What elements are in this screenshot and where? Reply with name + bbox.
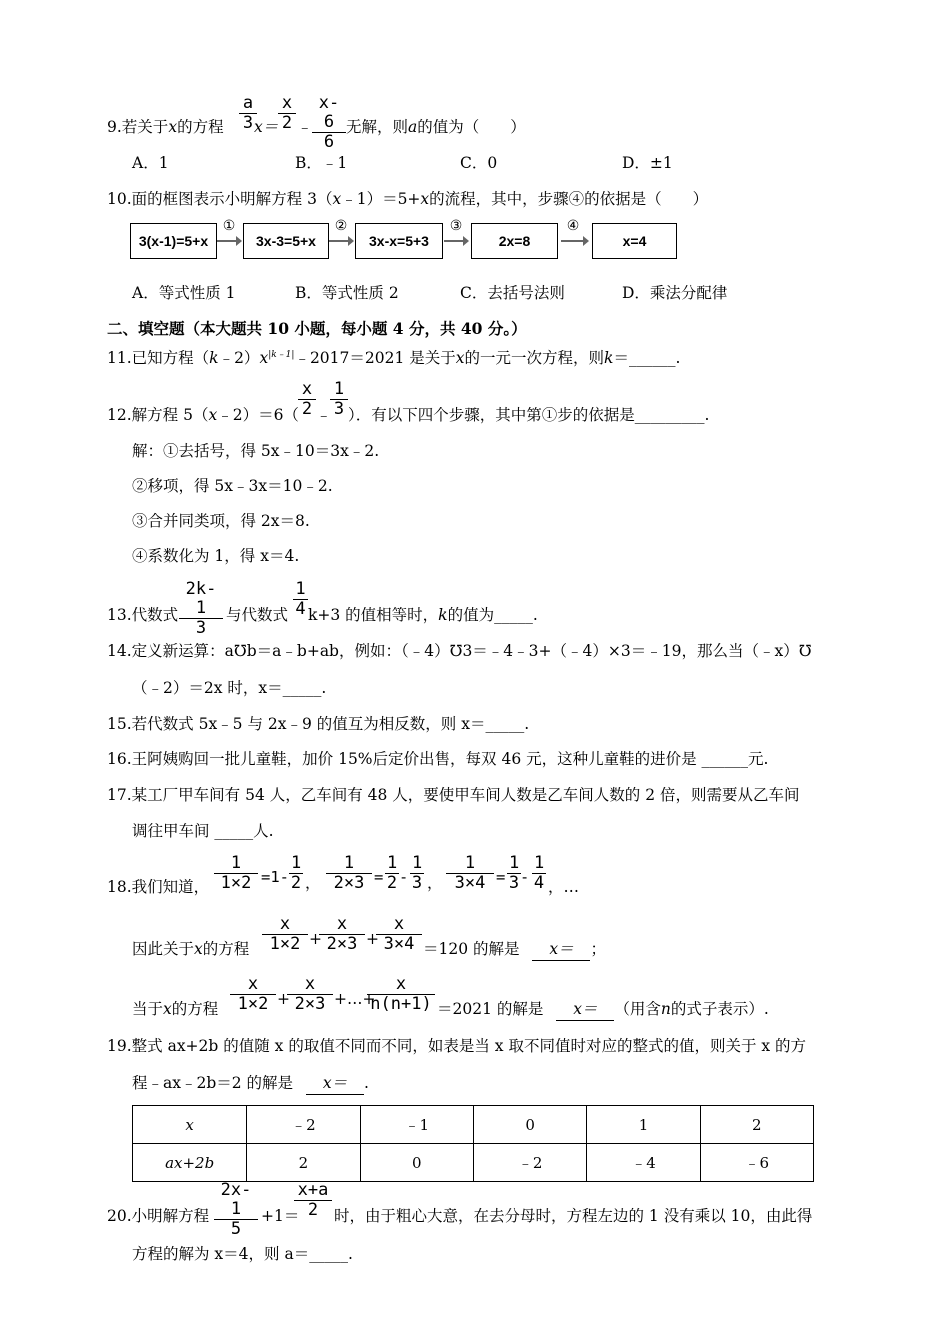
- q12-step-1: 解：①去括号，得 5x﹣10＝3x﹣2.: [132, 442, 380, 460]
- q18-sum2-term1: $\frac{x}{1\times 2}$: [230, 975, 276, 1014]
- q13-frac-2k1-over-3: $\frac{2k-1}{3}$: [179, 580, 223, 638]
- q17-line-2: 调往甲车间 _____人.: [132, 822, 274, 840]
- arrow-right-icon: [216, 234, 243, 248]
- q18-sum2-plus1: +: [277, 990, 290, 1008]
- arrow-right-icon: [443, 234, 470, 248]
- q18-sum1-plus1: +: [309, 930, 322, 948]
- q12-frac-1-over-3: $\frac{1}{3}$: [330, 380, 348, 419]
- q20-stem-c: 时，由于粗心大意，在去分母时，方程左边的 1 没有乘以 10，由此得: [334, 1207, 813, 1225]
- q9-option-c[interactable]: C．0: [460, 154, 498, 172]
- q14-line-1: 14.定义新运算：a℧b＝a﹣b+ab，例如：（﹣4）℧3＝﹣4﹣3+（﹣4）×3＝﹣19，那么当（﹣x）℧: [107, 642, 812, 660]
- table-cell: ﹣2: [473, 1144, 586, 1182]
- q13-stem-a: 13.代数式: [107, 606, 179, 624]
- q18-ex3-lhs: $\frac{1}{3\times 4}$: [446, 854, 494, 893]
- q10-stem: 10.面的框图表示小明解方程 3（x﹣1）＝5+x的流程，其中，步骤④的依据是（ ）: [107, 190, 709, 208]
- q9-stem-end: 无解，则a的值为（ ）: [346, 118, 526, 136]
- q19-answer[interactable]: x＝: [306, 1072, 364, 1095]
- q18-ex2-lhs: $\frac{1}{2\times 3}$: [326, 854, 372, 893]
- q18-line-3-a: 当于x的方程: [132, 1000, 219, 1018]
- q15: 15.若代数式 5x﹣5 与 2x﹣9 的值互为相反数，则 x＝_____.: [107, 715, 530, 733]
- q18-ellipsis: ，…: [548, 878, 580, 896]
- q18-ex2-minus: -: [401, 868, 407, 886]
- q9-frac-x-over-2: $\frac{x}{2}$: [278, 94, 296, 133]
- q18-ex1-rhs: $\frac{1}{2}$: [290, 853, 302, 893]
- q12-minus: ﹣: [316, 406, 332, 424]
- q20-line-2: 方程的解为 x＝4，则 a＝_____.: [132, 1245, 353, 1263]
- flow-box-1: 3(x-1)=5+x: [130, 223, 217, 259]
- arrow-right-icon: [560, 234, 590, 248]
- q18-line-2-c: ＝120 的解是 x＝ ；: [423, 938, 606, 961]
- table-row: [133, 1106, 814, 1144]
- q18-ex1-eq: =1-: [261, 868, 289, 886]
- table-cell: ﹣2: [247, 1106, 360, 1144]
- q20-stem-a: 20.小明解方程: [107, 1207, 210, 1225]
- table-cell: ﹣6: [700, 1144, 813, 1182]
- q18-ex3-minus: -: [522, 868, 528, 886]
- table-cell: x: [133, 1106, 247, 1144]
- q12-frac-x-over-2: $\frac{x}{2}$: [298, 380, 316, 419]
- q14-line-2: （﹣2）＝2x 时，x＝_____.: [132, 679, 327, 697]
- table-cell: 0: [360, 1144, 473, 1182]
- q18-sum2-term-n: $\frac{x}{n(n+1)}$: [367, 975, 435, 1014]
- q11: 11.已知方程$(k﹣2)x^{|k﹣1|}﹣2017=2021$ 是关于x的一元一次方程，则k＝______.: [107, 349, 681, 368]
- q9-option-a[interactable]: A．1: [132, 154, 169, 172]
- flow-arrow-2: ②: [328, 218, 355, 252]
- q10-option-b[interactable]: B．等式性质 2: [295, 284, 399, 302]
- q9-frac-x6-over-6: $\frac{x-6}{6}$: [312, 94, 346, 152]
- q9-option-d[interactable]: D．±1: [622, 154, 673, 172]
- q19-value-table: [132, 1105, 814, 1182]
- q9-x-eq: x＝: [254, 118, 279, 136]
- table-cell: 2: [700, 1106, 813, 1144]
- q9-frac-a-over-3: $\frac{a}{3}$: [239, 94, 257, 133]
- table-cell: ﹣1: [360, 1106, 473, 1144]
- q16: 16.王阿姨购回一批儿童鞋，加价 15%后定价出售，每双 46 元，这种儿童鞋的进价是 ______元.: [107, 750, 769, 768]
- q13-stem-b: 与代数式: [226, 606, 289, 624]
- q18-sep-2: ，: [427, 874, 443, 892]
- q10-option-c[interactable]: C．去括号法则: [460, 284, 565, 302]
- q18-answer-2[interactable]: x＝: [556, 998, 614, 1021]
- q18-line-3-c: ＝2021 的解是 x＝ （用含n的式子表示）.: [437, 998, 769, 1021]
- q18-answer-1[interactable]: x＝: [532, 938, 590, 961]
- q18-sum1-plus2: +: [366, 930, 379, 948]
- q20-stem-b: +1＝: [261, 1207, 300, 1225]
- arrow-right-icon: [328, 234, 355, 248]
- q18-sum1-term3: $\frac{x}{3\times 4}$: [376, 915, 422, 954]
- table-cell: ax+2b: [133, 1144, 247, 1182]
- q12-stem-a: 12.解方程 5（x﹣2）＝6（: [107, 406, 299, 424]
- flow-arrow-4: ④: [560, 218, 590, 252]
- q20-frac-2x1-over-5: $\frac{2x-1}{5}$: [214, 1181, 258, 1239]
- q12-step-4: ④系数化为 1，得 x＝4.: [132, 547, 300, 565]
- flow-box-3: 3x-x=5+3: [355, 223, 443, 259]
- q18-sum1-term2: $\frac{x}{2\times 3}$: [319, 915, 365, 954]
- q18-sum2-dots: +…+: [334, 990, 376, 1008]
- q13-frac-1-over-4: $\frac{1}{4}$: [293, 580, 308, 619]
- q18-line-2-a: 因此关于x的方程: [132, 940, 250, 958]
- q10-option-d[interactable]: D．乘法分配律: [622, 284, 728, 302]
- q13-stem-c: k+3 的值相等时，k的值为_____.: [308, 606, 538, 624]
- table-cell: 0: [473, 1106, 586, 1144]
- q18-ex3-rhs2: $\frac{1}{4}$: [533, 853, 545, 893]
- table-row: [133, 1144, 814, 1182]
- q9-option-b[interactable]: B．﹣1: [295, 154, 348, 172]
- q12-step-3: ③合并同类项，得 2x＝8.: [132, 512, 310, 530]
- q18-sum1-term1: $\frac{x}{1\times 2}$: [262, 915, 308, 954]
- flow-arrow-1: ①: [216, 218, 243, 252]
- q19-line-1: 19.整式 ax+2b 的值随 x 的取值不同而不同，如表是当 x 取不同值时对应的整式的值，则关于 x 的方: [107, 1037, 807, 1055]
- section-2-heading: 二、填空题（本大题共 10 小题，每小题 4 分，共 40 分。）: [107, 319, 527, 338]
- q18-ex3-rhs1: $\frac{1}{3}$: [508, 853, 520, 893]
- q18-ex2-rhs2: $\frac{1}{3}$: [411, 853, 423, 893]
- q18-ex1-lhs: $\frac{1}{1\times 2}$: [214, 854, 258, 893]
- q18-sep-1: ，: [305, 874, 321, 892]
- q18-ex2-rhs1: $\frac{1}{2}$: [386, 853, 398, 893]
- q12-stem-b: ）．有以下四个步骤，其中第①步的依据是_________.: [348, 406, 710, 424]
- flow-box-4: 2x=8: [471, 223, 558, 259]
- q18-sum2-term2: $\frac{x}{2\times 3}$: [287, 975, 333, 1014]
- flow-box-2: 3x-3=5+x: [243, 223, 329, 259]
- table-cell: 1: [587, 1106, 700, 1144]
- q18-ex3-eq: =: [496, 868, 506, 886]
- flow-box-5: x=4: [592, 223, 677, 259]
- q18-ex2-eq: =: [374, 868, 384, 886]
- q10-option-a[interactable]: A．等式性质 1: [132, 284, 236, 302]
- q19-line-2: 程﹣ax﹣2b＝2 的解是 x＝ .: [132, 1072, 369, 1095]
- q18-stem: 18.我们知道，: [107, 878, 210, 896]
- q20-frac-xa-over-2: $\frac{x+a}{2}$: [294, 1181, 332, 1220]
- flow-arrow-3: ③: [443, 218, 470, 252]
- q9-stem: 9.若关于x的方程: [107, 118, 224, 136]
- table-cell: ﹣4: [587, 1144, 700, 1182]
- q12-step-2: ②移项，得 5x﹣3x＝10﹣2.: [132, 477, 333, 495]
- table-cell: 2: [247, 1144, 360, 1182]
- q17-line-1: 17.某工厂甲车间有 54 人，乙车间有 48 人，要使甲车间人数是乙车间人数的 2 倍，则需要从乙车间: [107, 786, 800, 804]
- q9-minus: ﹣: [297, 118, 313, 136]
